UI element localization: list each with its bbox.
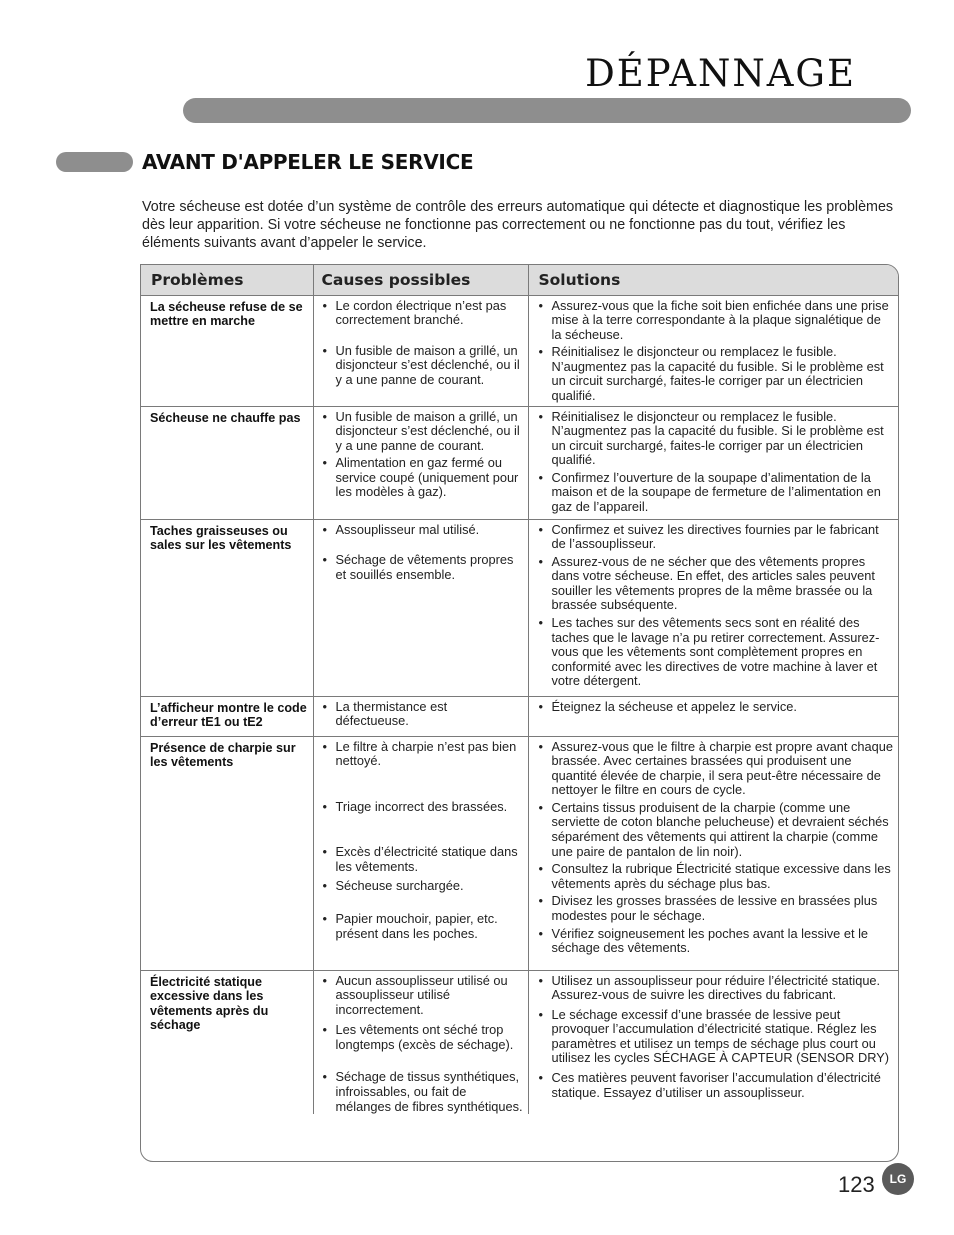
page-title: DÉPANNAGE bbox=[585, 52, 856, 95]
solution-item: • Assurez-vous que le filtre à charpie est propre avant chaque brassée. Avec certaines brassées qui produisent une quantité élevée de charpie, il sera peut-être nécessaire de nettoyer le filtre en cours de cycle. bbox=[538, 740, 895, 798]
solution-item: • Assurez-vous que la fiche soit bien enfichée dans une prise mise à la terre correspondante à la plaque signalétique de la sécheuse. bbox=[538, 299, 895, 343]
problem-cell: Sécheuse ne chauffe pas bbox=[141, 406, 313, 519]
header-solutions: Solutions bbox=[528, 265, 899, 295]
solution-item: • Le séchage excessif d’une brassée de lessive peut provoquer l’accumulation d’électricité statique. Réglez les paramètres et utilisez un temps de séchage plus court ou utilisez les cycles SÉCHAGE À CAPTEUR (SENSOR DRY) bbox=[538, 1008, 895, 1066]
solutions-cell bbox=[528, 696, 899, 736]
solution-item: • Utilisez un assouplisseur pour réduire l’électricité statique. Assurez-vous de suivre les directives du fabricant. bbox=[538, 974, 895, 1003]
table-row bbox=[141, 736, 899, 970]
problem-cell: Présence de charpie sur les vêtements bbox=[141, 736, 313, 970]
table-row bbox=[141, 696, 899, 736]
section-pill bbox=[56, 152, 133, 172]
cause-item: • Triage incorrect des brassées. bbox=[322, 800, 524, 815]
table-row bbox=[141, 519, 899, 696]
solutions-cell bbox=[528, 519, 899, 696]
cause-item: • Sécheuse surchargée. bbox=[322, 879, 524, 894]
cause-item: • Le cordon électrique n’est pas correctement branché. bbox=[322, 299, 524, 328]
cause-item: • Assouplisseur mal utilisé. bbox=[322, 523, 524, 538]
cause-item: • Un fusible de maison a grillé, un disjoncteur s’est déclenché, ou il y a une panne de courant. bbox=[322, 410, 524, 454]
problem-cell: Taches graisseuses ou sales sur les vêtements bbox=[141, 519, 313, 696]
solution-item: • Réinitialisez le disjoncteur ou remplacez le fusible. N’augmentez pas la capacité du fusible. Si le problème est un circuit surchargé, faites-le corriger par un électricien qualifié. bbox=[538, 410, 895, 468]
solutions-cell bbox=[528, 406, 899, 519]
lg-logo-icon: LG bbox=[882, 1163, 914, 1195]
causes-cell bbox=[313, 696, 528, 736]
problem-cell: L’afficheur montre le code d’erreur tE1 ou tE2 bbox=[141, 696, 313, 736]
table-row bbox=[141, 295, 899, 406]
solution-item: • Certains tissus produisent de la charpie (comme une serviette de coton blanche pelucheuse) et devraient séchés séparément des vêtements qui attirent la charpie (comme une paire de pantalon de lin noir). bbox=[538, 801, 895, 859]
troubleshooting-table bbox=[140, 264, 899, 1162]
title-bar bbox=[183, 98, 911, 123]
cause-item: • Les vêtements ont séché trop longtemps (excès de séchage). bbox=[322, 1023, 524, 1052]
cause-item: • Séchage de vêtements propres et souillés ensemble. bbox=[322, 553, 524, 582]
table-row bbox=[141, 970, 899, 1114]
header-causes: Causes possibles bbox=[313, 265, 528, 295]
problem-cell: Électricité statique excessive dans les vêtements après du séchage bbox=[141, 970, 313, 1114]
solutions-cell bbox=[528, 736, 899, 970]
table-row bbox=[141, 406, 899, 519]
cause-item: • Un fusible de maison a grillé, un disjoncteur s’est déclenché, ou il y a une panne de courant. bbox=[322, 344, 524, 388]
solution-item: • Confirmez l’ouverture de la soupape d’alimentation de la maison et de la soupape de fermeture de l’alimentation en gaz de l’appareil. bbox=[538, 471, 895, 515]
cause-item: • Alimentation en gaz fermé ou service coupé (uniquement pour les modèles à gaz). bbox=[322, 456, 524, 500]
solutions-cell bbox=[528, 295, 899, 406]
solution-item: • Divisez les grosses brassées de lessive en brassées plus modestes pour le séchage. bbox=[538, 894, 895, 923]
solution-item: • Consultez la rubrique Électricité statique excessive dans les vêtements après du séchage plus bas. bbox=[538, 862, 895, 891]
causes-cell bbox=[313, 519, 528, 696]
intro-paragraph: Votre sécheuse est dotée d’un système de contrôle des erreurs automatique qui détecte et diagnostique les problèmes dès leur apparition. Si votre sécheuse ne fonctionne pas correctement ou ne fonctionne pas du tout, vérifiez les éléments suivants avant d’appeler le service. bbox=[142, 199, 894, 251]
cause-item: • Le filtre à charpie n’est pas bien nettoyé. bbox=[322, 740, 524, 769]
cause-item: • Excès d’électricité statique dans les vêtements. bbox=[322, 845, 524, 874]
section-heading: AVANT D'APPELER LE SERVICE bbox=[142, 150, 474, 174]
causes-cell bbox=[313, 406, 528, 519]
solution-item: • Réinitialisez le disjoncteur ou remplacez le fusible. N’augmentez pas la capacité du fusible. Si le problème est un circuit surchargé, faites-le corriger par un électricien qualifié. bbox=[538, 345, 895, 403]
page-number: 123 bbox=[838, 1172, 875, 1197]
solution-item: • Vérifiez soigneusement les poches avant la lessive et le séchage des vêtements. bbox=[538, 927, 895, 956]
solution-item: • Assurez-vous de ne sécher que des vêtements propres dans votre sécheuse. En effet, des articles sales peuvent souiller les vêtements propres de la même brassée ou la brassée subséquente. bbox=[538, 555, 895, 613]
problem-cell: La sécheuse refuse de se mettre en marche bbox=[141, 295, 313, 406]
causes-cell bbox=[313, 736, 528, 970]
causes-cell bbox=[313, 295, 528, 406]
solution-item: • Éteignez la sécheuse et appelez le service. bbox=[538, 700, 895, 715]
cause-item: • Papier mouchoir, papier, etc. présent dans les poches. bbox=[322, 912, 524, 941]
cause-item: • La thermistance est défectueuse. bbox=[322, 700, 524, 729]
solution-item: • Ces matières peuvent favoriser l’accumulation d’électricité statique. Essayez d’utiliser un assouplisseur. bbox=[538, 1071, 895, 1100]
header-problems: Problèmes bbox=[141, 265, 313, 295]
causes-cell bbox=[313, 970, 528, 1114]
cause-item: • Séchage de tissus synthétiques, infroissables, ou fait de mélanges de fibres synthétiques. bbox=[322, 1070, 524, 1114]
solution-item: • Confirmez et suivez les directives fournies par le fabricant de l’assouplisseur. bbox=[538, 523, 895, 552]
cause-item: • Aucun assouplisseur utilisé ou assouplisseur utilisé incorrectement. bbox=[322, 974, 524, 1018]
solution-item: • Les taches sur des vêtements secs sont en réalité des taches que le lavage n’a pu retirer correctement. Assurez-vous que les vêtements sont complètement propres en conformité avec les directives de votre machine à laver et votre détergent. bbox=[538, 616, 895, 689]
solutions-cell bbox=[528, 970, 899, 1114]
table-header-row bbox=[141, 265, 899, 295]
